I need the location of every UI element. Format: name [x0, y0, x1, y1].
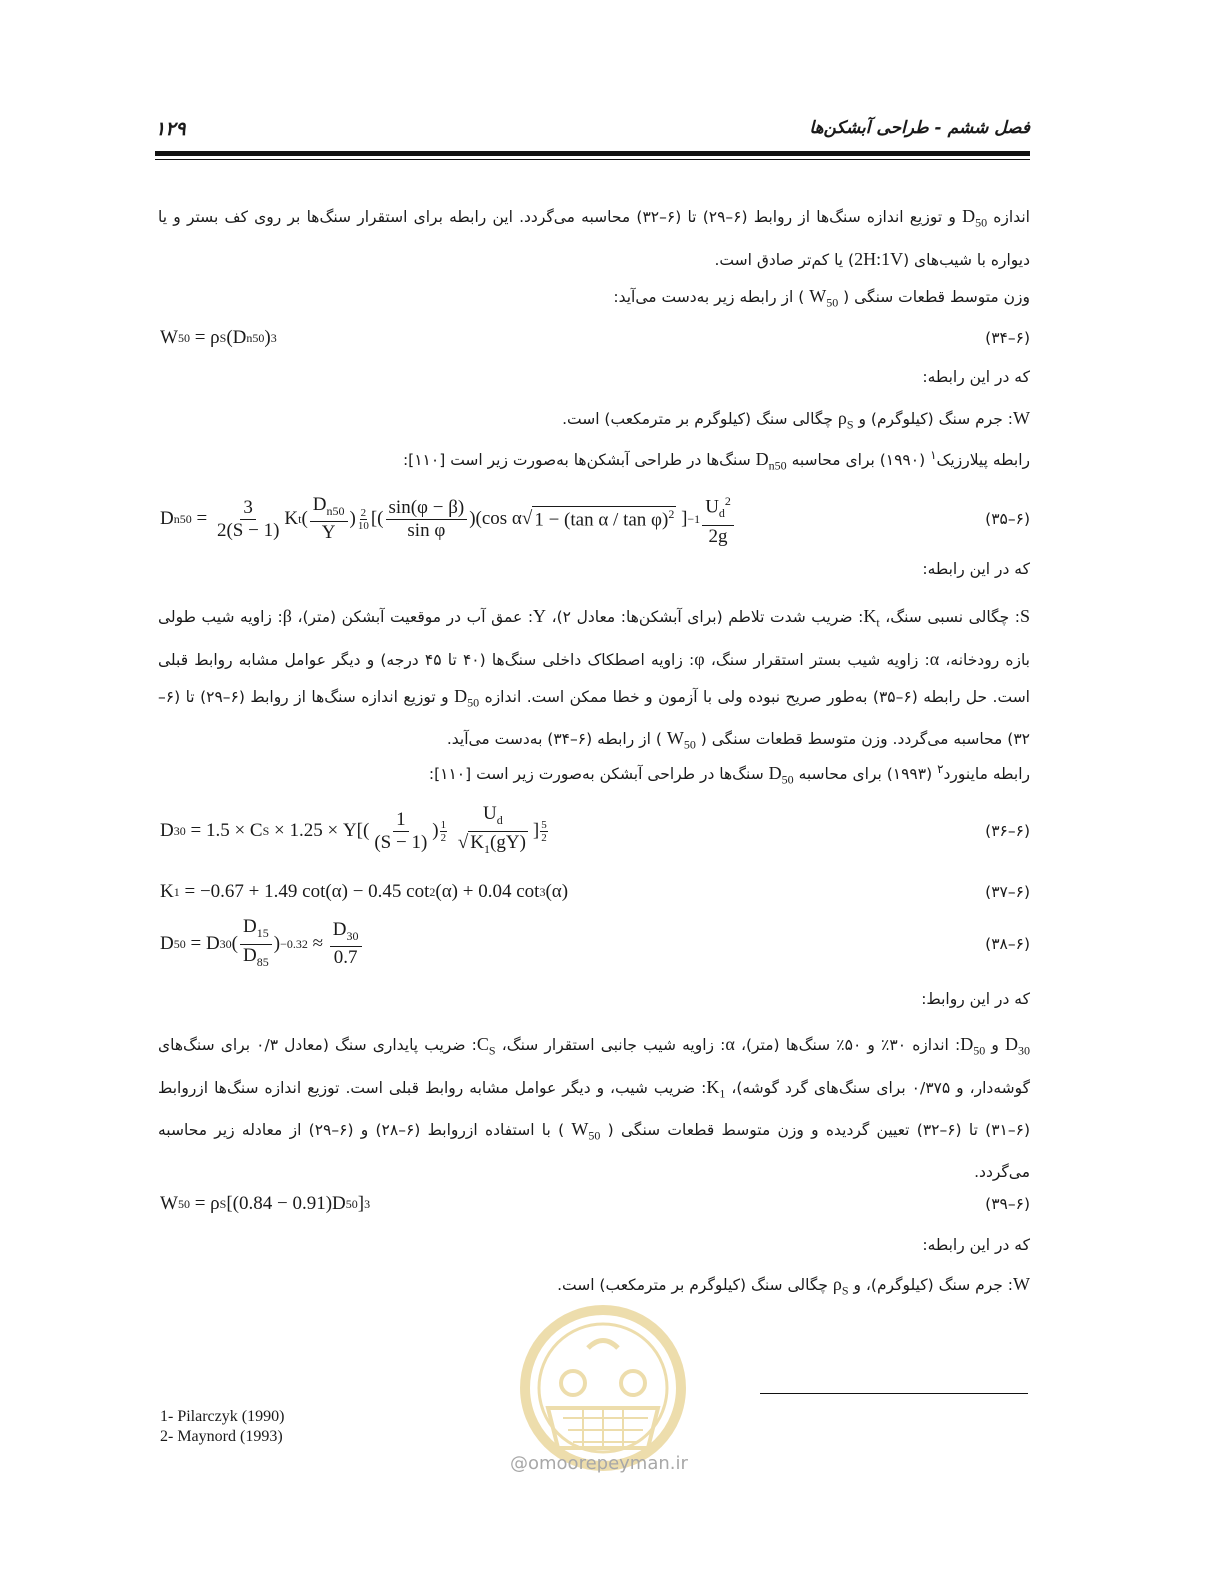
equation-6-35-formula: D n50 = $\frac{3}{2(S - 1)}$ K t ( $\frac{D_{n50}}{Y}$ ) 2 10 [( $\frac{\sin(\varphi - \beta)}{\text{sin φ}}$ )(cos α√ 1 − (tan α / tan φ)$^2$ ] −1 $\frac{U_d^2}{2g}$ [160, 494, 736, 544]
paragraph-2: وزن متوسط قطعات سنگی ( $W_{50}$ ) از رابطه زیر به‌دست می‌آید: [613, 286, 1030, 310]
equation-6-34-number: (۶–۳۴) [985, 329, 1030, 347]
equation-6-38 [160, 915, 1030, 970]
page-header [155, 118, 1030, 148]
equation-6-39-formula: W 50 = ρ S [(0.84 − 0.91)D 50 ] 3 [160, 1193, 371, 1214]
equation-6-37-number: (۶–۳۷) [985, 883, 1030, 901]
where-label-3: که در این روابط: [921, 990, 1030, 1008]
equation-6-39 [160, 1184, 1030, 1224]
chapter-title: فصل ششم - طراحی آبشکن‌ها [809, 118, 1030, 138]
paragraph-3: رابطه پیلارزیک$^۱$ (۱۹۹۰) برای محاسبه $D_{n50}$ سنگ‌ها در طراحی آبشکن‌ها به‌صورت زیر است [۱۱۰]: [402, 448, 1030, 473]
equation-6-34 [160, 318, 1030, 358]
page-number: ۱۲۹ [155, 118, 186, 140]
equation-6-37-formula: K 1 = −0.67 + 1.49 cot(α) − 0.45 cot 2 (α) + 0.04 cot 3 (α) [160, 881, 569, 902]
where-label-4: که در این رابطه: [922, 1236, 1030, 1254]
equation-6-35-number: (۶–۳۵) [985, 510, 1030, 528]
where-label-1: که در این رابطه: [922, 368, 1030, 386]
footnote-2: 2- Maynord (1993) [160, 1428, 283, 1445]
equation-6-38-formula: D 50 = D 30 ( $\frac{D_{15}}{D_{85}}$ ) −0.32 ≈ $\frac{D_{30}}{0.7}$ [160, 918, 364, 970]
watermark-url: @omoorepeyman.ir [510, 1453, 688, 1474]
paragraph-1: اندازه $D_{50}$ و توزیع اندازه سنگ‌ها از روابط (۶–۲۹) تا (۶–۳۲) محاسبه می‌گردد. این رابطه برای استقرار سنگ‌ها بر روی کف بستر و یا دیواره با شیب‌های (2H:1V) یا کم‌تر صادق است. [158, 206, 1030, 269]
footnote-1: 1- Pilarczyk (1990) [160, 1408, 285, 1425]
header-rule-thick [155, 151, 1030, 156]
paragraph-4: S: چگالی نسبی سنگ، $K_t$: ضریب شدت تلاطم (برای آبشکن‌ها: معادل ۲)، Y: عمق آب در موقعیت آبشکن (متر)، β: زاویه شیب طولی بازه رودخانه، α: زاویه شیب بستر استقرار سنگ، φ: زاویه اصطکاک داخلی سنگ‌ها (۴۰ تا ۴۵ درجه) و دیگر عوامل مشابه روابط قبلی است. حل رابطه (۶–۳۵) به‌طور صریح نبوده ولی با آزمون و خطا ممکن است. اندازه $D_{50}$ و توزیع اندازه سنگ‌ها از روابط (۶–۲۹) تا (۶–۳۲) محاسبه می‌گردد. وزن متوسط قطعات سنگی ( $W_{50}$ ) از رابطه (۶–۳۴) به‌دست می‌آید. [158, 606, 1030, 752]
footnote-rule [760, 1393, 1028, 1394]
equation-6-36 [160, 804, 1030, 858]
equation-6-36-number: (۶–۳۶) [985, 822, 1030, 840]
equation-6-35 [160, 493, 1030, 547]
equation-6-38-number: (۶–۳۸) [985, 935, 1030, 953]
header-rule-thin [155, 159, 1030, 160]
equation-6-36-formula: D 30 = 1.5 × C S × 1.25 × Y[( $\frac{1}{(S - 1)}$ ) 1 2 $\frac{U_d}{√ K_1(gY)}$ ] 5 2 [160, 802, 547, 856]
definition-2: W: جرم سنگ (کیلوگرم)، و $\rho_S$ چگالی سنگ (کیلوگرم بر مترمکعب) است. [557, 1274, 1030, 1298]
equation-6-37 [160, 872, 1030, 912]
where-label-2: که در این رابطه: [922, 560, 1030, 578]
equation-6-39-number: (۶–۳۹) [985, 1195, 1030, 1213]
definition-1: W: جرم سنگ (کیلوگرم) و $\rho_S$ چگالی سنگ (کیلوگرم بر مترمکعب) است. [562, 408, 1030, 432]
paragraph-5: رابطه ماینورد$^۲$ (۱۹۹۳) برای محاسبه $D_{50}$ سنگ‌ها در طراحی آبشکن به‌صورت زیر است [۱۱۰]: [428, 762, 1030, 787]
equation-6-34-formula: W 50 = ρ S (D n50 ) 3 [160, 327, 277, 348]
paragraph-6: $D_{30}$ و $D_{50}$: اندازه ۳۰٪ و ۵۰٪ سنگ‌ها (متر)، α: زاویه شیب جانبی استقرار سنگ، $C_S$: ضریب پایداری سنگ (معادل ۰/۳ برای سنگ‌های گوشه‌دار، و ۰/۳۷۵ برای سنگ‌های گرد گوشه)، $K_1$: ضریب شیب، و دیگر عوامل مشابه روابط قبلی است. توزیع اندازه سنگ‌ها ازروابط (۶–۳۱) تا (۶–۳۲) تعیین گردیده و وزن متوسط قطعات سنگی ( $W_{50}$ ) با استفاده ازروابط (۶–۲۸) و (۶–۲۹) از معادله زیر محاسبه می‌گردد. [158, 1034, 1031, 1181]
